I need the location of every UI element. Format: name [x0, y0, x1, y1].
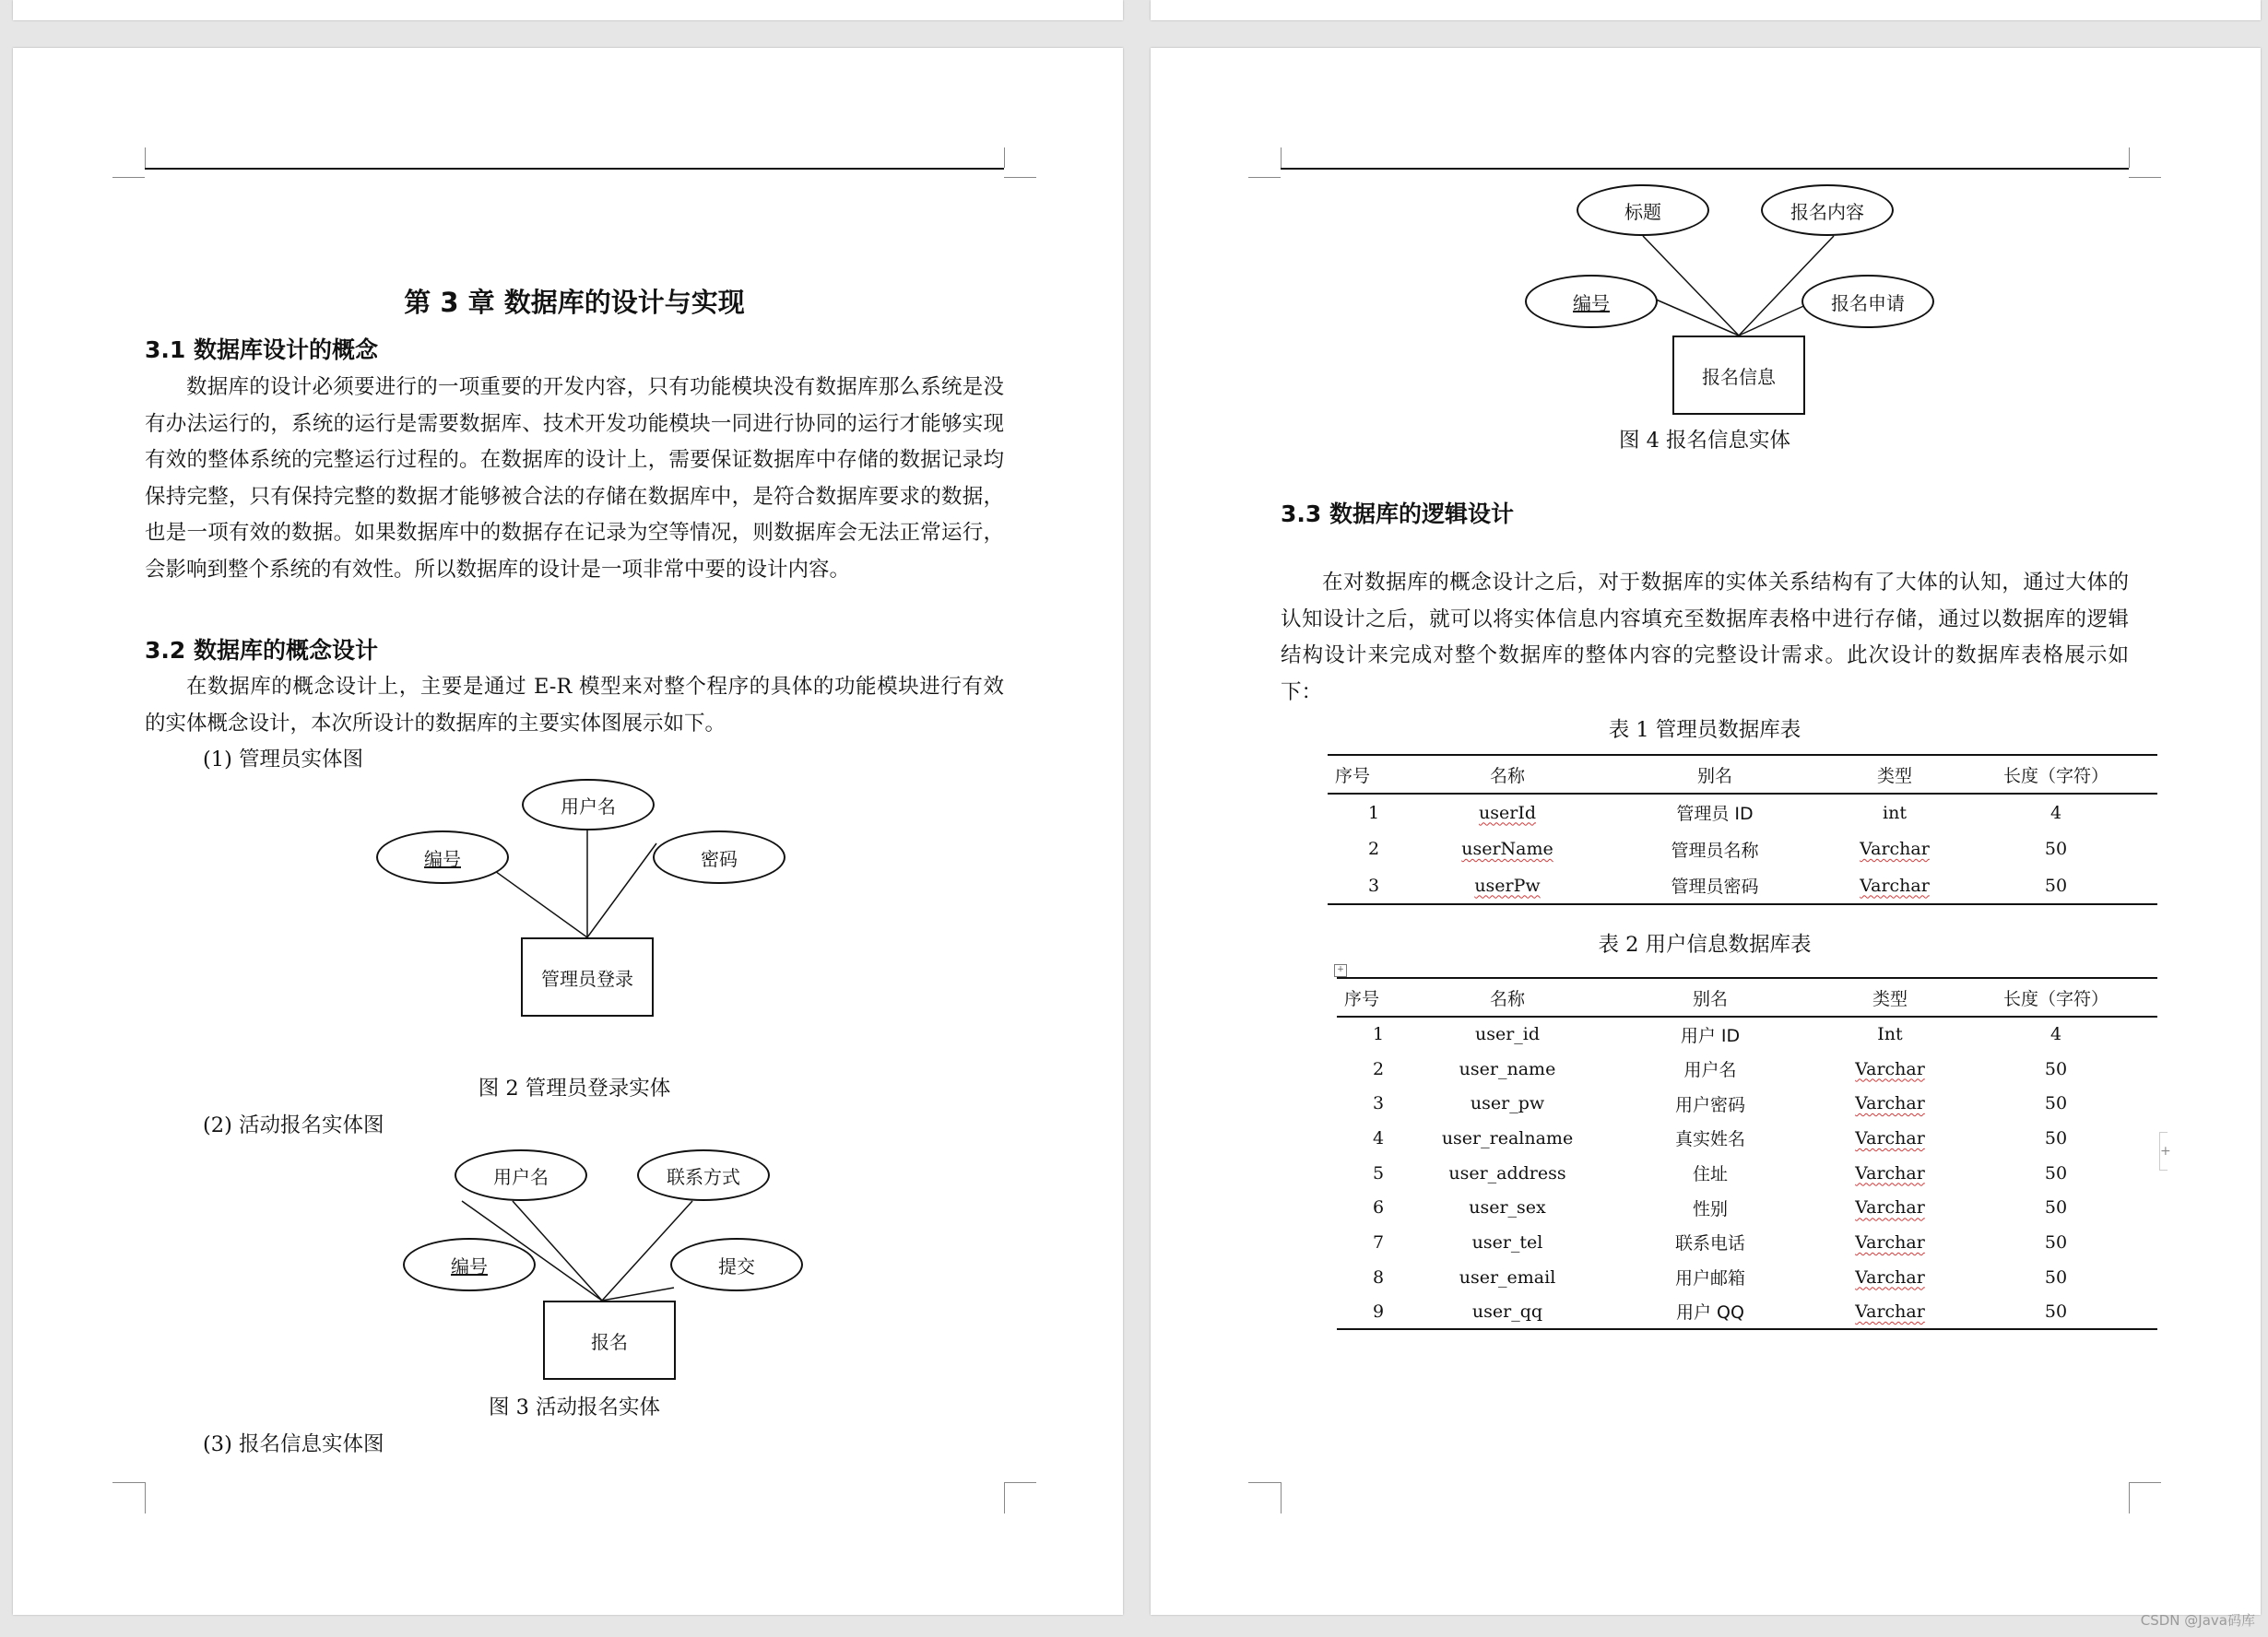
column-header: 名称	[1420, 978, 1595, 1017]
table-cell: user_sex	[1469, 1197, 1546, 1219]
section-title-3-3: 3.3 数据库的逻辑设计	[1281, 501, 1514, 527]
table-cell: 用户 ID	[1680, 1025, 1741, 1046]
table-cell: 管理员 ID	[1676, 804, 1754, 824]
table-cell: 3	[1328, 867, 1420, 904]
column-header: 名称	[1420, 755, 1595, 794]
attr-apply-oval	[1801, 275, 1934, 328]
table-cell: 4	[2049, 1024, 2062, 1045]
table-cell: userId	[1479, 802, 1536, 823]
table-cell: Varchar	[1835, 867, 1955, 904]
previous-page-left	[13, 0, 1123, 20]
attr-content-oval	[1761, 184, 1894, 236]
attr-id-key-oval	[403, 1238, 536, 1291]
table-move-handle-icon[interactable]: +	[1334, 964, 1347, 977]
section-title-3-2: 3.2 数据库的概念设计	[145, 637, 378, 664]
table-resize-handle-icon[interactable]: +	[2159, 1132, 2168, 1171]
table-cell: user_id	[1474, 1024, 1541, 1045]
column-header: 别名	[1595, 755, 1835, 794]
attr-title-oval	[1577, 184, 1709, 236]
table-cell: 50	[2044, 1093, 2068, 1114]
table-cell: 3	[1372, 1093, 1385, 1114]
table-row	[1337, 1121, 2157, 1156]
table-cell: 4	[2049, 802, 2062, 823]
section-title-3-1: 3.1 数据库设计的概念	[145, 336, 378, 363]
table-cell: 用户名	[1683, 1060, 1737, 1081]
table-cell: 50	[2044, 1197, 2068, 1219]
list-item-info-entity: (3) 报名信息实体图	[203, 1432, 384, 1456]
table-cell: 50	[2044, 1162, 2068, 1184]
attr-username-oval	[522, 779, 655, 830]
table-cell: int	[1883, 802, 1907, 823]
table-row	[1337, 1190, 2157, 1225]
attr-id-key-oval	[1525, 275, 1658, 328]
watermark: CSDN @Java码库	[2140, 1612, 2255, 1629]
document-page-left	[13, 48, 1123, 1615]
crop-mark	[1004, 177, 1036, 178]
column-header: 长度（字符）	[1955, 978, 2157, 1017]
table-cell: 联系电话	[1674, 1233, 1745, 1254]
table-cell: 50	[2044, 1058, 2068, 1079]
attr-label: 密码	[701, 847, 738, 870]
table-cell: user_realname	[1441, 1127, 1574, 1148]
table-cell: 2	[1367, 839, 1380, 859]
list-item-admin-entity: (1) 管理员实体图	[203, 748, 364, 771]
chapter-title: 第 3 章 数据库的设计与实现	[404, 287, 745, 318]
table-cell: Varchar	[1855, 1058, 1925, 1079]
column-header: 长度（字符）	[1955, 755, 2157, 794]
column-header: 序号	[1337, 978, 1420, 1017]
table-cell: Int	[1877, 1024, 1903, 1045]
figure-caption-2: 图 2 管理员登录实体	[478, 1077, 671, 1101]
attr-submit-oval	[670, 1238, 803, 1291]
attr-contact-oval	[637, 1149, 770, 1201]
attr-label: 用户名	[561, 795, 616, 818]
table-cell: user_name	[1459, 1058, 1556, 1079]
table-user-info	[1337, 977, 2157, 1330]
crop-mark	[2129, 177, 2161, 178]
table-cell: Varchar	[1825, 1295, 1955, 1330]
entity-signup: 报名	[543, 1301, 676, 1380]
table-cell: 用户邮箱	[1674, 1268, 1745, 1290]
table-row	[1328, 867, 2157, 904]
previous-page-right	[1151, 0, 2261, 20]
table-caption-2: 表 2 用户信息数据库表	[1598, 933, 1812, 957]
column-header: 类型	[1825, 978, 1955, 1017]
table-cell: Varchar	[1855, 1162, 1925, 1184]
table-row	[1328, 794, 2157, 830]
crop-mark	[112, 177, 145, 178]
table-cell: 50	[2044, 1127, 2068, 1148]
list-item-signup-entity: (2) 活动报名实体图	[203, 1113, 384, 1137]
table-cell: Varchar	[1855, 1197, 1925, 1219]
table-row	[1337, 1086, 2157, 1121]
attr-label: 提交	[718, 1254, 755, 1278]
column-header: 类型	[1835, 755, 1955, 794]
column-header: 别名	[1595, 978, 1825, 1017]
section-3-2-body: 在数据库的概念设计上，主要是通过 E-R 模型来对整个程序的具体的功能模块进行有效的实体概念设计，本次所设计的数据库的主要实体图展示如下。	[145, 675, 1004, 736]
table-cell: 真实姓名	[1674, 1129, 1745, 1150]
table-admin	[1328, 754, 2157, 905]
table-cell: 50	[2044, 1266, 2068, 1288]
entity-signup-info: 报名信息	[1672, 336, 1805, 415]
table-cell: 8	[1372, 1266, 1385, 1288]
table-cell: 管理员密码	[1595, 867, 1835, 904]
crop-mark	[145, 147, 146, 168]
attr-id-key-oval	[376, 830, 509, 884]
crop-mark	[1004, 147, 1005, 168]
table-cell: user_qq	[1420, 1295, 1595, 1330]
crop-mark	[1281, 1482, 1282, 1513]
table-cell: 6	[1372, 1197, 1385, 1219]
crop-mark	[2129, 1482, 2130, 1513]
figure-caption-3: 图 3 活动报名实体	[488, 1396, 661, 1419]
table-cell: 用户 QQ	[1595, 1295, 1825, 1330]
attr-label: 报名申请	[1831, 291, 1905, 314]
table-cell: 1	[1367, 802, 1380, 823]
crop-mark	[1248, 1482, 1281, 1483]
attr-label: 用户名	[493, 1165, 549, 1188]
table-cell: 性别	[1692, 1198, 1728, 1219]
attr-username-oval	[455, 1149, 587, 1201]
header-rule	[145, 168, 1004, 170]
column-header: 序号	[1328, 755, 1420, 794]
table-cell: Varchar	[1855, 1127, 1925, 1148]
table-cell: 50	[2044, 839, 2068, 859]
table-cell: 4	[1372, 1127, 1385, 1148]
crop-mark	[1004, 1482, 1005, 1513]
crop-mark	[1004, 1482, 1036, 1483]
attr-label: 联系方式	[667, 1165, 740, 1188]
attr-password-oval	[653, 830, 786, 884]
table-header-row	[1328, 755, 2157, 794]
crop-mark	[1248, 177, 1281, 178]
er-diagram-signup	[388, 1149, 803, 1385]
attr-label: 编号	[424, 847, 461, 870]
attr-label: 编号	[1573, 291, 1610, 314]
table-cell: Varchar	[1855, 1093, 1925, 1114]
table-row	[1337, 1260, 2157, 1295]
table-cell: userName	[1461, 839, 1553, 859]
crop-mark	[2129, 1482, 2161, 1483]
table-cell: user_pw	[1470, 1093, 1545, 1114]
table-cell: user_address	[1448, 1162, 1566, 1184]
table-cell: user_email	[1459, 1266, 1556, 1288]
table-cell: userPw	[1420, 867, 1595, 904]
table-cell: 7	[1372, 1231, 1385, 1253]
table-row	[1337, 1017, 2157, 1052]
table-cell: 9	[1337, 1295, 1420, 1330]
table-row	[1328, 830, 2157, 867]
table-cell: 2	[1372, 1058, 1385, 1079]
attr-label: 编号	[451, 1254, 488, 1278]
table-row	[1337, 1295, 2157, 1330]
table-cell: Varchar	[1855, 1266, 1925, 1288]
table-cell: 5	[1372, 1162, 1385, 1184]
table-cell: 50	[1955, 1295, 2157, 1330]
table-cell: 1	[1372, 1024, 1385, 1045]
er-diagram-signup-info	[1525, 184, 1949, 422]
crop-mark	[112, 1482, 145, 1483]
table-cell: Varchar	[1860, 839, 1930, 859]
table-cell: 50	[2044, 1231, 2068, 1253]
section-3-3-body: 在对数据库的概念设计之后，对于数据库的实体关系结构有了大体的认知，通过大体的认知设计之后，就可以将实体信息内容填充至数据库表格中进行存储，通过以数据库的逻辑结构设计来完成对整个数据库的整体内容的完整设计需求。此次设计的数据库表格展示如下：	[1281, 571, 2129, 704]
table-header-row	[1337, 978, 2157, 1017]
table-caption-1: 表 1 管理员数据库表	[1608, 718, 1801, 742]
table-cell: 用户密码	[1674, 1094, 1745, 1115]
attr-label: 标题	[1624, 200, 1661, 223]
entity-admin-login: 管理员登录	[521, 937, 654, 1017]
attr-label: 报名内容	[1790, 200, 1864, 223]
crop-mark	[145, 1482, 146, 1513]
table-cell: Varchar	[1855, 1231, 1925, 1253]
table-cell: 50	[1955, 867, 2157, 904]
table-cell: 管理员名称	[1671, 840, 1759, 861]
table-row	[1337, 1225, 2157, 1260]
header-rule	[1281, 168, 2129, 170]
table-cell: user_tel	[1471, 1231, 1543, 1253]
table-cell: 住址	[1692, 1164, 1728, 1185]
er-diagram-admin	[361, 779, 786, 1019]
section-3-1-body: 数据库的设计必须要进行的一项重要的开发内容，只有功能模块没有数据库那么系统是没有办法运行的，系统的运行是需要数据库、技术开发功能模块一同进行协同的运行才能够实现有效的整体系统的完整运行过程的。在数据库的设计上，需要保证数据库中存储的数据记录均保持完整，只有保持完整的数据才能够被合法的存储在数据库中，是符合数据库要求的数据，也是一项有效的数据。如果数据库中的数据存在记录为空等情况，则数据库会无法正常运行，会影响到整个系统的有效性。所以数据库的设计是一项非常中要的设计内容。	[145, 375, 1004, 582]
table-row	[1337, 1052, 2157, 1087]
document-page-right	[1151, 48, 2261, 1615]
table-row	[1337, 1156, 2157, 1191]
crop-mark	[1281, 147, 1282, 168]
crop-mark	[2129, 147, 2130, 168]
figure-caption-4: 图 4 报名信息实体	[1618, 429, 1791, 453]
